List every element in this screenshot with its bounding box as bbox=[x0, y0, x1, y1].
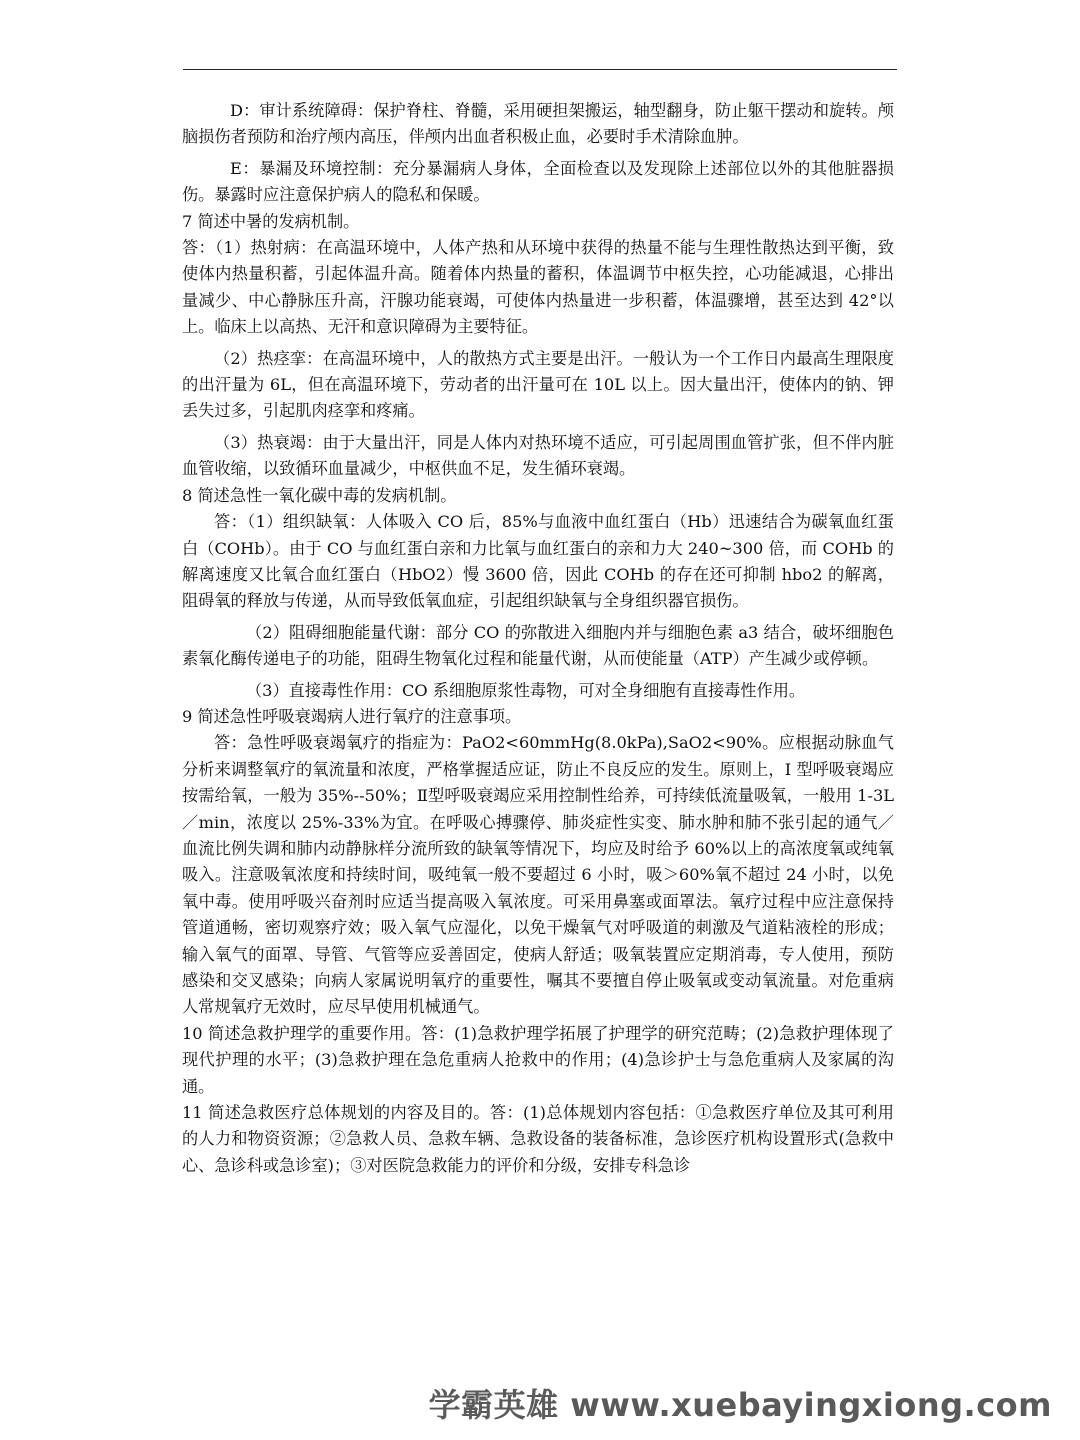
paragraph-e-exposure: E：暴漏及环境控制：充分暴漏病人身体，全面检查以及发现除上述部位以外的其他脏器损伤。暴露时应注意保护病人的隐私和保暖。 bbox=[182, 158, 894, 205]
question-8-heading: 8 简述急性一氧化碳中毒的发病机制。 bbox=[182, 485, 457, 505]
question-9-heading: 9 简述急性呼吸衰竭病人进行氧疗的注意事项。 bbox=[182, 706, 522, 726]
answer-7-heat-exhaustion: （3）热衰竭：由于大量出汗，同是人体内对热环境不适应，可引起周围血管扩张，但不伴内脏血管收缩，以致循环血量减少，中枢供血不足，发生循环衰竭。 bbox=[182, 432, 894, 479]
answer-9-oxygen-therapy: 答：急性呼吸衰竭氧疗的指症为：PaO2<60mmHg(8.0kPa),SaO2<90%。应根据动脉血气分析来调整氧疗的氧流量和浓度，严格掌握适应证，防止不良反应的发生。原则上，I 型呼吸衰竭应按需给氧，一般为 35%--50%；Ⅱ型呼吸衰竭应采用控制性给养，可持续低流量吸氧，一般用 1-3L／min，浓度以 25%-33%为宜。在呼吸心搏骤停、肺炎症性实变、肺水肿和肺不张引起的通气／血流比例失调和肺内动静脉样分流所致的缺氧等情况下，均应及时给予 60%以上的高浓度氧或纯氧吸入。注意吸氧浓度和持续时间，吸纯氧一般不要超过 6 小时，吸＞60%氧不超过 24 小时，以免氧中毒。使用呼吸兴奋剂时应适当提高吸入氧浓度。可采用鼻塞或面罩法。氧疗过程中应注意保持管道通畅，密切观察疗效；吸入氧气应湿化，以免干燥氧气对呼吸道的刺激及气道粘液栓的形成；输入氧气的面罩、导管、气管等应妥善固定，使病人舒适；吸氧装置应定期消毒，专人使用，预防感染和交叉感染；向病人家属说明氧疗的重要性，嘱其不要擅自停止吸氧或变动氧流量。对危重病人常规氧疗无效时，应尽早使用机械通气。 bbox=[182, 733, 894, 1017]
answer-7-heat-cramp: （2）热痉挛：在高温环境中，人的散热方式主要是出汗。一般认为一个工作日内最高生理限度的出汗量为 6L，但在高温环境下，劳动者的出汗量可在 10L 以上。因大量出汗，使体内的钠、钾丢失过多，引起肌肉痉挛和疼痛。 bbox=[182, 348, 894, 421]
header-rule bbox=[183, 69, 897, 70]
site-watermark: 学霸英雄 www.xuebayingxiong.com bbox=[428, 1386, 1052, 1424]
answer-8-energy-metabolism: （2）阻碍细胞能量代谢：部分 CO 的弥散进入细胞内并与细胞色素 a3 结合，破坏细胞色素氧化酶传递电子的功能，阻碍生物氧化过程和能量代谢，从而使能量（ATP）产生减少或停顿。 bbox=[182, 622, 894, 669]
answer-7-heat-stroke: 答：（1）热射病：在高温环境中，人体产热和从环境中获得的热量不能与生理性散热达到平衡，致使体内热量积蓄，引起体温升高。随着体内热量的蓄积，体温调节中枢失控，心功能减退，心排出量减少、中心静脉压升高，汗腺功能衰竭，可使体内热量进一步积蓄，体温骤增，甚至达到 42°以上。临床上以高热、无汗和意识障碍为主要特征。 bbox=[182, 238, 894, 337]
document-body bbox=[182, 98, 894, 1179]
question-10-answer: 10 简述急救护理学的重要作用。答：(1)急救护理学拓展了护理学的研究范畴；(2)急救护理体现了现代护理的水平；(3)急救护理在急危重病人抢救中的作用；(4)急诊护士与急危重病人及家属的沟通。 bbox=[182, 1023, 894, 1096]
answer-8-tissue-hypoxia: 答：（1）组织缺氧：人体吸入 CO 后，85%与血液中血红蛋白（Hb）迅速结合为碳氧血红蛋白（COHb）。由于 CO 与血红蛋白亲和力比氧与血红蛋白的亲和力大 240~300 倍，而 COHb 的解离速度又比氧合血红蛋白（HbO2）慢 3600 倍，因此 COHb 的存在还可抑制 hbo2 的解离，阻碍氧的释放与传递，从而导致低氧血症，引起组织缺氧与全身组织器官损伤。 bbox=[182, 512, 894, 611]
paragraph-d-spinal: D：审计系统障碍：保护脊柱、脊髓，采用硬担架搬运，轴型翻身，防止躯干摆动和旋转。颅脑损伤者预防和治疗颅内高压，伴颅内出血者积极止血，必要时手术清除血肿。 bbox=[182, 101, 894, 147]
question-11-answer: 11 简述急救医疗总体规划的内容及目的。答：(1)总体规划内容包括：①急救医疗单位及其可利用的人力和物资资源；②急救人员、急救车辆、急救设备的装备标准，急诊医疗机构设置形式(急救中心、急诊科或急诊室)；③对医院急救能力的评价和分级，安排专科急诊 bbox=[182, 1103, 894, 1175]
answer-8-direct-toxicity: （3）直接毒性作用：CO 系细胞原浆性毒物，可对全身细胞有直接毒性作用。 bbox=[246, 680, 806, 700]
question-7-heading: 7 简述中暑的发病机制。 bbox=[182, 211, 360, 231]
